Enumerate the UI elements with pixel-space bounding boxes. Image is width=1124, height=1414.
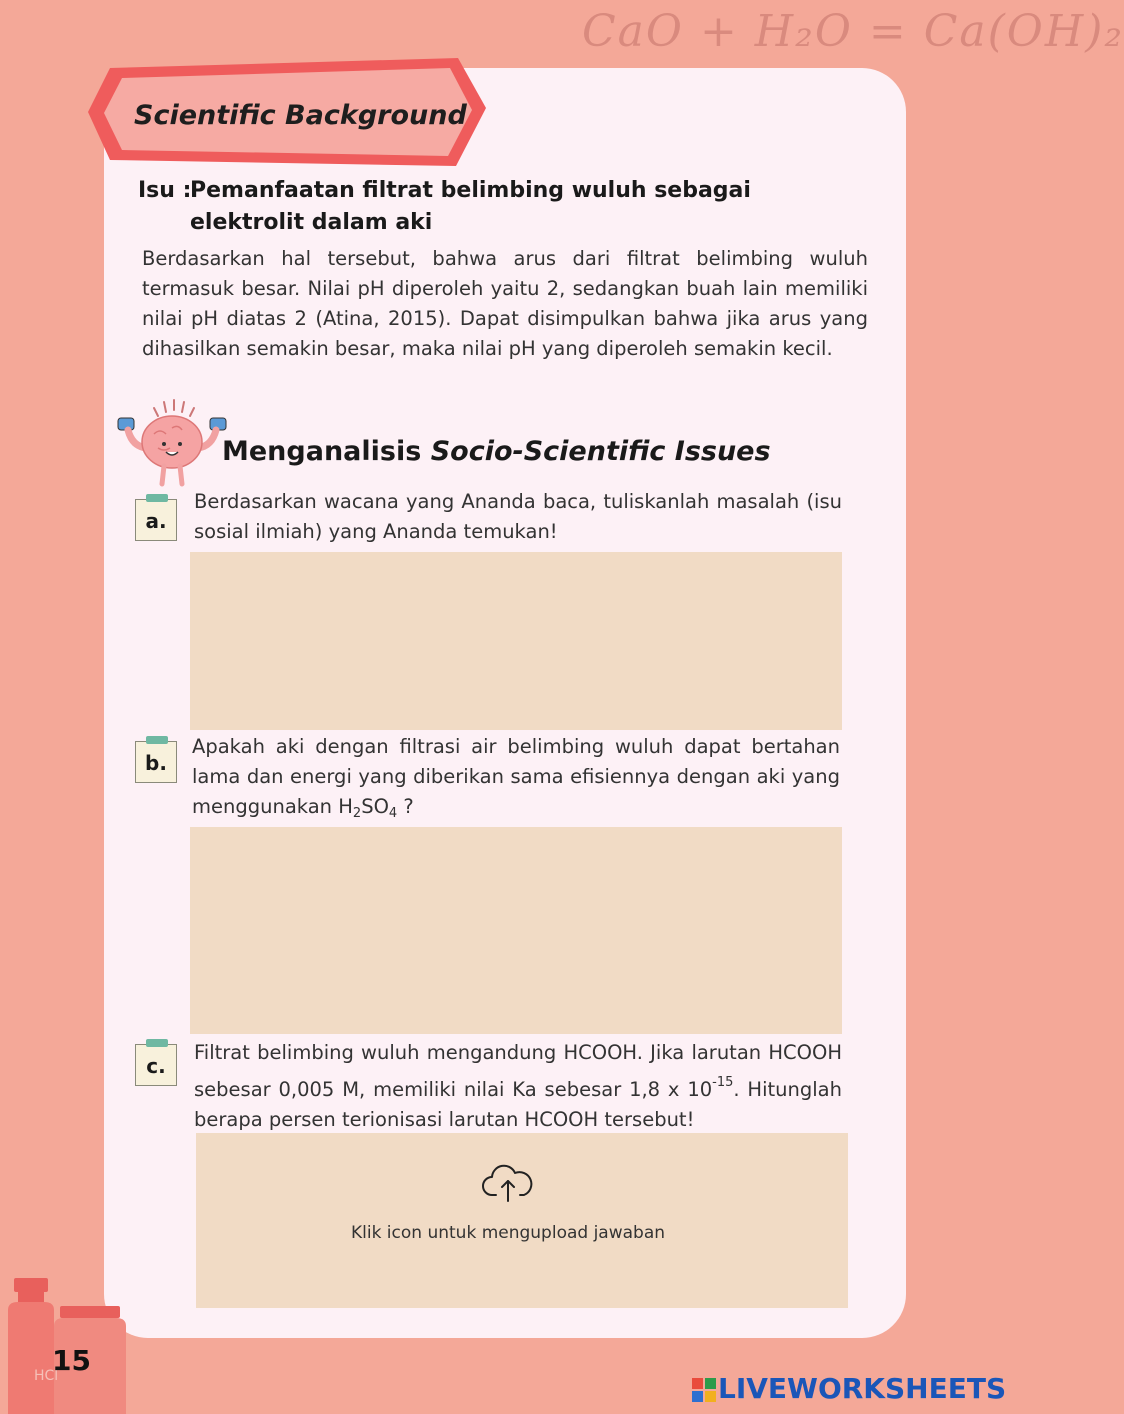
question-tag-a xyxy=(135,499,177,541)
background-paragraph: Berdasarkan hal tersebut, bahwa arus dari filtrat belimbing wuluh termasuk besar. Nilai pH diperoleh yaitu 2, sedangkan buah lain memiliki nilai pH diatas 2 (Atina, 2015). Dapat disimpulkan bahwa jika arus yang dihasilkan semakin besar, maka nilai pH yang diperoleh semakin kecil. xyxy=(142,247,868,360)
tag-clip xyxy=(146,1039,168,1047)
section-title xyxy=(222,436,771,467)
tag-clip xyxy=(146,736,168,744)
question-b-text-after: ? xyxy=(397,795,414,818)
question-c-text-before: Filtrat belimbing wuluh mengandung HCOOH. Jika larutan HCOOH sebesar 0,005 M, memiliki nilai Ka sebesar 1,8 x 10 xyxy=(194,1041,842,1101)
issue-text: Pemanfaatan filtrat belimbing wuluh sebagai elektrolit dalam aki xyxy=(190,178,751,235)
question-tag-label: b. xyxy=(145,751,167,775)
question-a-text: Berdasarkan wacana yang Ananda baca, tuliskanlah masalah (isu sosial ilmiah) yang Ananda temukan! xyxy=(194,490,842,543)
subscript-2: 2 xyxy=(352,806,362,821)
question-b-text xyxy=(192,732,840,829)
question-tag-b xyxy=(135,741,177,783)
question-c-text-after: . Hitunglah berapa persen terionisasi larutan HCOOH tersebut! xyxy=(194,1078,842,1131)
issue-label: Isu : xyxy=(138,178,192,203)
question-tag-label: a. xyxy=(145,509,167,533)
answer-box-b[interactable] xyxy=(190,827,842,1034)
cloud-upload-icon[interactable] xyxy=(482,1163,534,1203)
question-b-text-before: Apakah aki dengan filtrasi air belimbing wuluh dapat bertahan lama dan energi yang diberikan sama efisiennya dengan aki yang menggunakan H xyxy=(192,735,840,818)
handwritten-formula: CaO + H₂O = Ca(OH)₂ xyxy=(582,6,1124,57)
brand-name: LIVEWORKSHEETS xyxy=(718,1372,1007,1405)
exponent: -15 xyxy=(712,1075,734,1090)
liveworksheets-logo-icon xyxy=(692,1378,716,1402)
brain-mascot-icon xyxy=(114,398,230,490)
question-tag-label: c. xyxy=(146,1054,166,1078)
question-c-text xyxy=(194,1038,842,1135)
section-title-italic: Socio-Scientific Issues xyxy=(430,436,771,467)
formula-so: SO xyxy=(361,795,389,818)
section-banner xyxy=(86,56,490,170)
upload-label: Klik icon untuk mengupload jawaban xyxy=(350,1223,666,1243)
answer-box-a[interactable] xyxy=(190,552,842,730)
page-number: 15 xyxy=(52,1344,91,1377)
section-title-plain: Menganalisis xyxy=(222,436,431,467)
tag-clip xyxy=(146,494,168,502)
subscript-4: 4 xyxy=(388,806,398,821)
bottle-label: HCl xyxy=(34,1368,59,1384)
upload-answer-box[interactable] xyxy=(196,1133,848,1308)
banner-title: Scientific Background xyxy=(134,100,467,131)
question-tag-c xyxy=(135,1044,177,1086)
